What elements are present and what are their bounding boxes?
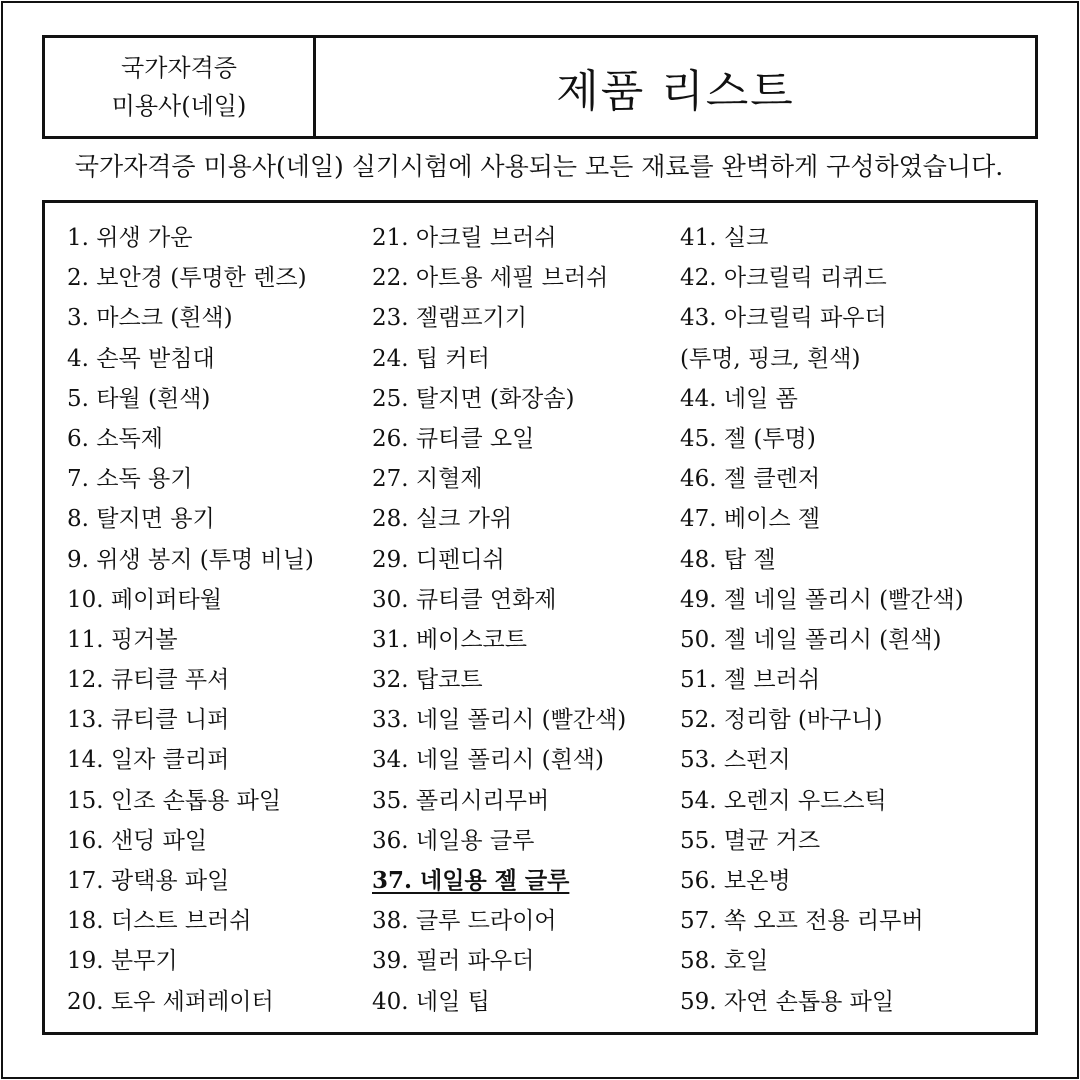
product-column-2 <box>372 218 626 1022</box>
list-item: 1. 위생 가운 <box>67 225 193 251</box>
list-item: 41. 실크 <box>680 225 769 251</box>
list-item: 29. 디펜디쉬 <box>372 546 505 573</box>
list-item: 2. 보안경 (투명한 렌즈) <box>67 265 307 292</box>
list-item: 47. 베이스 젤 <box>680 506 821 533</box>
list-item: 18. 더스트 브러쉬 <box>67 908 252 935</box>
list-item: 54. 오렌지 우드스틱 <box>680 787 887 814</box>
list-item: 59. 자연 손톱용 파일 <box>680 988 895 1015</box>
certificate-line-1: 국가자격증 <box>121 54 237 82</box>
list-item: 57. 쏙 오프 전용 리무버 <box>680 908 924 935</box>
list-item: 23. 젤램프기기 <box>372 305 527 332</box>
list-item: 32. 탑코트 <box>372 667 483 694</box>
list-item: 40. 네일 팁 <box>372 988 490 1015</box>
list-item: 44. 네일 폼 <box>680 385 798 412</box>
list-item: 49. 젤 네일 폴리시 (빨간색) <box>680 586 964 613</box>
list-item: 27. 지혈제 <box>372 466 483 493</box>
product-column-3 <box>680 218 964 1022</box>
list-item: 12. 큐티클 푸셔 <box>67 667 230 694</box>
list-item: 50. 젤 네일 폴리시 (흰색) <box>680 626 942 653</box>
list-item: 19. 분무기 <box>67 948 178 975</box>
list-item: 24. 팁 커터 <box>372 345 490 372</box>
list-item: 7. 소독 용기 <box>67 466 193 493</box>
list-item: 16. 샌딩 파일 <box>67 827 208 854</box>
list-item: 10. 페이퍼타월 <box>67 586 222 613</box>
list-item: 21. 아크릴 브러쉬 <box>372 225 557 251</box>
list-item: 39. 필러 파우더 <box>372 948 535 975</box>
list-item: 26. 큐티클 오일 <box>372 425 535 452</box>
list-item: 48. 탑 젤 <box>680 546 776 573</box>
list-item: 51. 젤 브러쉬 <box>680 667 821 694</box>
list-item: 46. 젤 클렌저 <box>680 466 821 493</box>
list-item: 3. 마스크 (흰색) <box>67 305 233 332</box>
list-item: (투명, 핑크, 흰색) <box>680 345 861 372</box>
list-item: 5. 타월 (흰색) <box>67 385 211 412</box>
list-item: 56. 보온병 <box>680 868 791 894</box>
list-item: 25. 탈지면 (화장솜) <box>372 385 575 412</box>
list-item: 52. 정리함 (바구니) <box>680 707 883 734</box>
list-item: 13. 큐티클 니퍼 <box>67 707 230 734</box>
list-item: 45. 젤 (투명) <box>680 425 816 452</box>
list-item-highlighted: 37. 네일용 젤 글루 <box>372 867 570 894</box>
list-item: 22. 아트용 세필 브러쉬 <box>372 265 609 292</box>
list-item: 38. 글루 드라이어 <box>372 908 557 935</box>
list-item: 53. 스펀지 <box>680 747 791 774</box>
list-item: 8. 탈지면 용기 <box>67 506 215 533</box>
certificate-label <box>45 38 316 136</box>
list-item: 55. 멸균 거즈 <box>680 827 821 854</box>
list-item: 17. 광택용 파일 <box>67 868 230 894</box>
certificate-line-2: 미용사(네일) <box>111 92 247 120</box>
header-box <box>42 35 1038 139</box>
list-item: 34. 네일 폴리시 (흰색) <box>372 747 604 774</box>
list-item: 28. 실크 가위 <box>372 506 513 533</box>
list-item: 58. 호일 <box>680 948 769 975</box>
product-list <box>42 200 1038 1035</box>
page-title: 제품 리스트 <box>556 66 795 117</box>
list-item: 11. 핑거볼 <box>67 626 178 653</box>
list-item: 35. 폴리시리무버 <box>372 787 550 814</box>
list-item: 31. 베이스코트 <box>372 626 527 653</box>
list-item: 30. 큐티클 연화제 <box>372 586 557 613</box>
list-item: 4. 손목 받침대 <box>67 345 215 372</box>
list-item: 20. 토우 세퍼레이터 <box>67 988 274 1015</box>
list-item: 33. 네일 폴리시 (빨간색) <box>372 707 627 734</box>
list-item: 43. 아크릴릭 파우더 <box>680 305 887 332</box>
list-item: 36. 네일용 글루 <box>372 827 535 854</box>
list-item: 15. 인조 손톱용 파일 <box>67 787 282 814</box>
list-item: 14. 일자 클리퍼 <box>67 747 230 774</box>
subtitle: 국가자격증 미용사(네일) 실기시험에 사용되는 모든 재료를 완벽하게 구성하였습니다. <box>74 152 1004 181</box>
list-item: 6. 소독제 <box>67 425 163 452</box>
list-item: 42. 아크릴릭 리퀴드 <box>680 265 887 292</box>
product-column-1 <box>67 218 314 1022</box>
list-item: 9. 위생 봉지 (투명 비닐) <box>67 546 314 573</box>
